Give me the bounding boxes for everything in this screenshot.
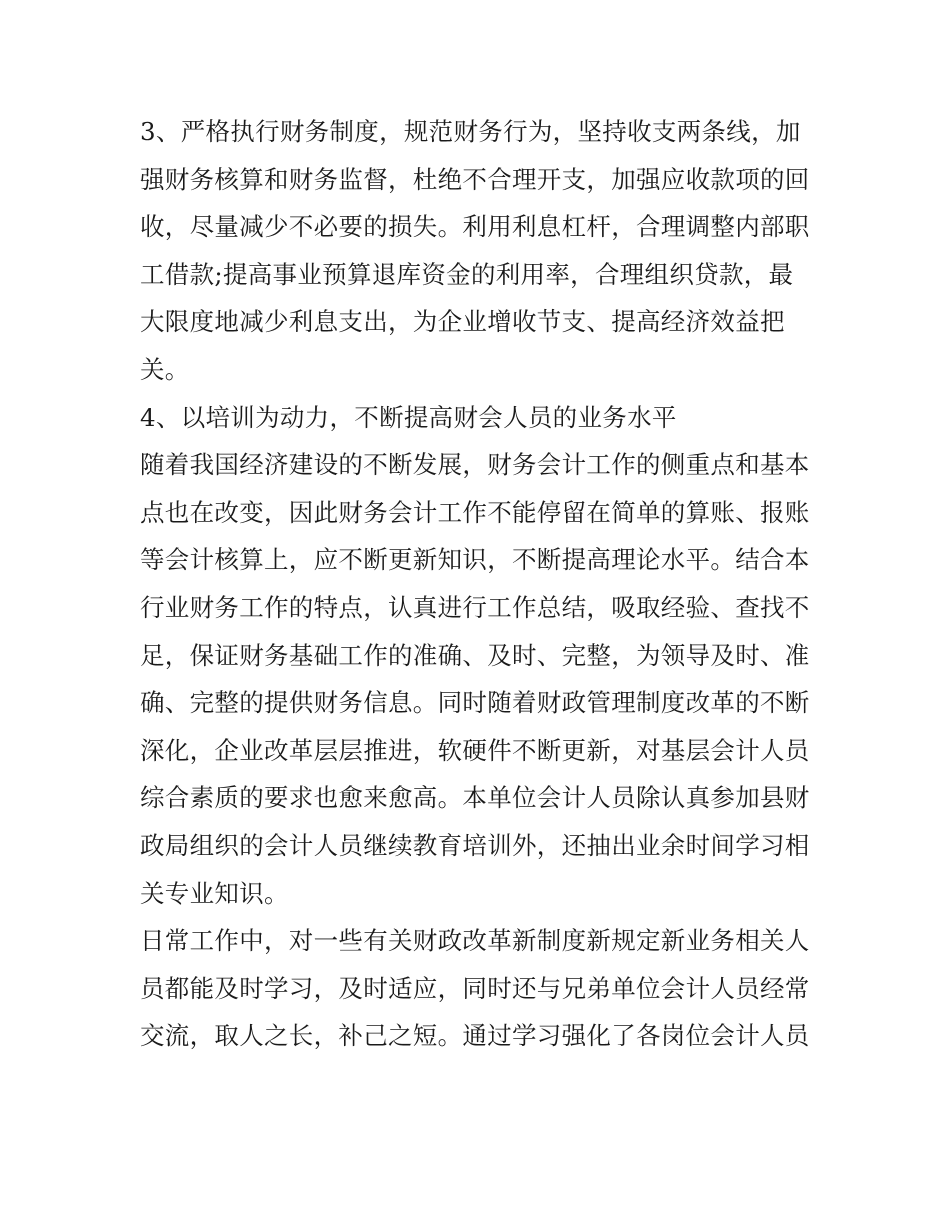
text-line: 3、严格执行财务制度，规范财务行为，坚持收支两条线，加 xyxy=(140,117,801,146)
text-line: 交流，取人之长，补己之短。通过学习强化了各岗位会计人员 xyxy=(140,1021,810,1051)
text-line: 随着我国经济建设的不断发展，财务会计工作的侧重点和基本 xyxy=(140,450,810,480)
text-line: 员都能及时学习，及时适应，同时还与兄弟单位会计人员经常 xyxy=(140,973,810,1003)
text-line: 收，尽量减少不必要的损失。利用利息杠杆，合理调整内部职 xyxy=(140,212,810,242)
text-line: 政局组织的会计人员继续教育培训外，还抽出业余时间学习相 xyxy=(140,830,810,860)
section-heading: 4、以培训为动力，不断提高财会人员的业务水平 xyxy=(140,402,677,432)
text-line: 点也在改变，因此财务会计工作不能停留在简单的算账、报账 xyxy=(140,497,810,527)
text-line: 等会计核算上，应不断更新知识，不断提高理论水平。结合本 xyxy=(140,545,810,575)
text-line: 关。 xyxy=(140,354,190,384)
text-line: 深化，企业改革层层推进，软硬件不断更新，对基层会计人员 xyxy=(140,735,810,765)
text-line: 确、完整的提供财务信息。同时随着财政管理制度改革的不断 xyxy=(140,688,810,718)
document-body xyxy=(140,108,820,1060)
text-line: 大限度地减少利息支出，为企业增收节支、提高经济效益把 xyxy=(140,307,785,337)
text-line: 足，保证财务基础工作的准确、及时、完整，为领导及时、准 xyxy=(140,640,810,670)
text-line: 日常工作中，对一些有关财政改革新制度新规定新业务相关人 xyxy=(140,926,810,956)
text-line: 综合素质的要求也愈来愈高。本单位会计人员除认真参加县财 xyxy=(140,783,810,813)
text-line: 关专业知识。 xyxy=(140,878,289,908)
text-line: 强财务核算和财务监督，杜绝不合理开支，加强应收款项的回 xyxy=(140,164,810,194)
text-line: 行业财务工作的特点，认真进行工作总结，吸取经验、查找不 xyxy=(140,592,810,622)
text-line: 工借款;提高事业预算退库资金的利用率，合理组织贷款，最 xyxy=(140,259,794,289)
